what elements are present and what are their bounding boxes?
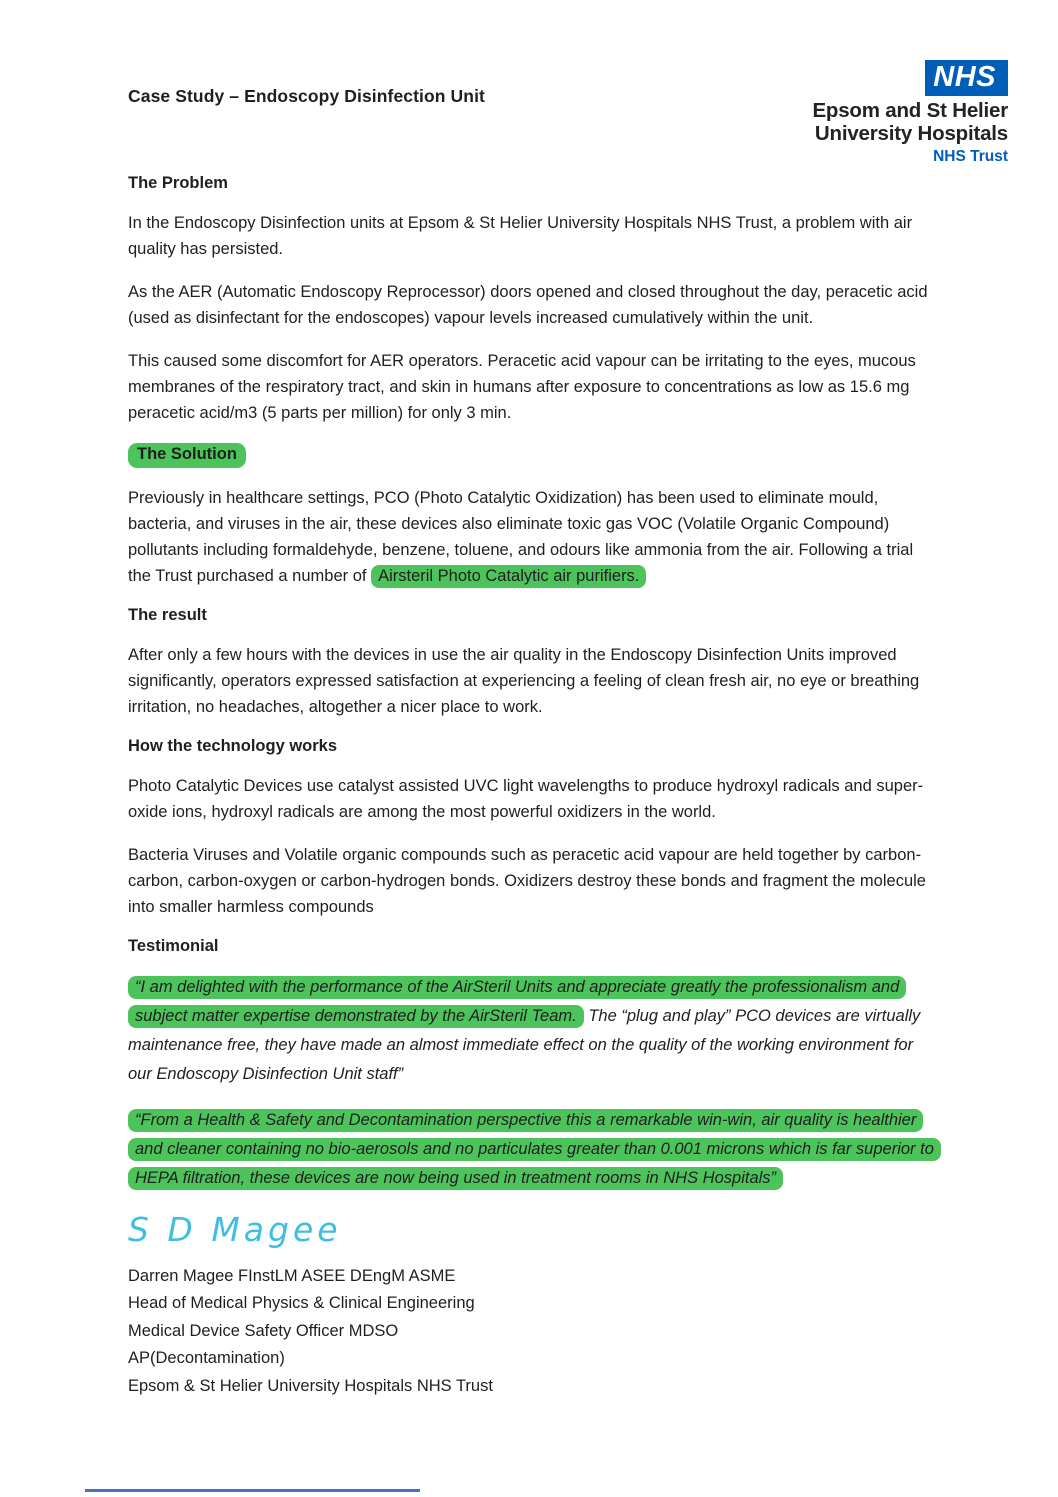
credential-name: Darren Magee FInstLM ASEE DEngM ASME (128, 1266, 456, 1285)
testimonial-quote-1 (128, 973, 940, 1089)
credential-role-3: AP(Decontamination) (128, 1349, 285, 1368)
testimonial-quote-2 (128, 1106, 940, 1193)
testimonial-1-rest: The “plug and play” PCO devices are virtually maintenance free, they have made an almost immediate effect on the quality of the working environment for our Endoscopy Disinfection Unit staff” (128, 1006, 921, 1083)
document-header (128, 61, 1008, 166)
paragraph-technology-2: Bacteria Viruses and Volatile organic compounds such as peracetic acid vapour are held together by carbon-carbon, carbon-oxygen or carbon-hydrogen bonds. Oxidizers destroy these bonds and fragment the molecule into smaller harmless compounds (128, 845, 926, 916)
paragraph-technology-1: Photo Catalytic Devices use catalyst assisted UVC light wavelengths to produce hydroxyl radicals and super-oxide ions, hydroxyl radicals are among the most powerful oxidizers in the world. (128, 776, 924, 821)
document-page (128, 61, 1008, 1400)
solution-highlight-airsteril: Airsteril Photo Catalytic air purifiers. (371, 565, 646, 588)
paragraph-solution (128, 485, 940, 589)
paragraph-result: After only a few hours with the devices in use the air quality in the Endoscopy Disinfection Units improved significantly, operators expressed satisfaction at experiencing a feeling of clean fresh air, no eye or breathing irritation, no headaches, altogether a nicer place to work. (128, 645, 920, 716)
footer-rule (85, 1489, 420, 1492)
heading-testimonial: Testimonial (128, 936, 219, 955)
paragraph-problem-3: This caused some discomfort for AER operators. Peracetic acid vapour can be irritating to the eyes, mucous membranes of the respiratory tract, and skin in humans after exposure to concentrations as low as 15.6 mg peracetic acid/m3 (5 parts per million) for only 3 min. (128, 351, 916, 422)
solution-text: Previously in healthcare settings, PCO (Photo Catalytic Oxidization) has been used to eliminate mould, bacteria, and viruses in the air, these devices also eliminate toxic gas VOC (Volatile Organic Compound) pollutants including formaldehyde, benzene, toluene, and odours like ammonia from the air. Following a trial the Trust purchased a number of (128, 488, 914, 585)
heading-how-technology-works: How the technology works (128, 736, 338, 755)
testimonial-1-highlight: “I am delighted with the performance of the AirSteril Units and appreciate greatly the professionalism and subject matter expertise demonstrated by the AirSteril Team. (128, 976, 906, 1028)
logo-trust-label: NHS Trust (933, 148, 1008, 166)
heading-the-problem: The Problem (128, 173, 228, 192)
credentials-block (128, 1263, 940, 1401)
credential-org: Epsom & St Helier University Hospitals NHS Trust (128, 1376, 493, 1395)
nhs-logo-icon: NHS (925, 60, 1008, 96)
page-title: Case Study – Endoscopy Disinfection Unit (128, 86, 485, 106)
logo-org-line2: University Hospitals (814, 122, 1008, 146)
credential-role-2: Medical Device Safety Officer MDSO (128, 1321, 399, 1340)
heading-the-solution: The Solution (128, 443, 246, 468)
signature: S D Magee (128, 1209, 342, 1249)
testimonial-2-highlight: “From a Health & Safety and Decontamination perspective this a remarkable win-win, air quality is healthier and cleaner containing no bio-aerosols and no particulates greater than 0.001 microns which is far superior to HEPA filtration, these devices are now being used in treatment rooms in NHS Hospitals” (128, 1109, 941, 1190)
paragraph-problem-2: As the AER (Automatic Endoscopy Reprocessor) doors opened and closed throughout the day, peracetic acid (used as disinfectant for the endoscopes) vapour levels increased cumulatively within the unit. (128, 282, 928, 327)
nhs-trust-logo (812, 60, 1008, 166)
heading-the-solution-wrap (128, 443, 940, 468)
paragraph-problem-1: In the Endoscopy Disinfection units at Epsom & St Helier University Hospitals NHS Trust, a problem with air quality has persisted. (128, 213, 913, 258)
heading-the-result: The result (128, 605, 207, 624)
logo-org-line1: Epsom and St Helier (812, 99, 1008, 123)
credential-role-1: Head of Medical Physics & Clinical Engineering (128, 1294, 475, 1313)
document-body (128, 174, 940, 1401)
